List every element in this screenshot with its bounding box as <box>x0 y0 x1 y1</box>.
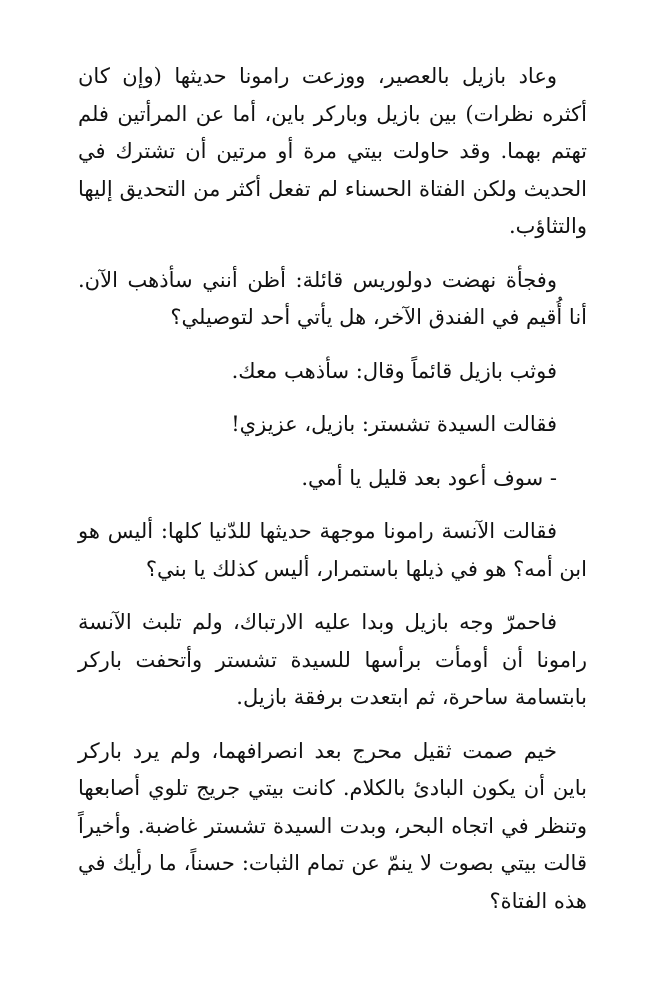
paragraph-6: فقالت الآنسة رامونا موجهة حديثها للدّنيا كلها: أليس هو ابن أمه؟ هو في ذيلها باستمرار، أليس كذلك يا بني؟ <box>78 519 587 581</box>
paragraph-5: - سوف أعود بعد قليل يا أمي. <box>301 465 557 490</box>
paragraph-8: خيم صمت ثقيل محرج بعد انصرافهما، ولم يرد باركر باين أن يكون البادئ بالكلام. كانت بيتي جريج تلوي أصابعها وتنظر في اتجاه البحر، وبدت السيدة تشستر غاضبة. وأخيراً قالت بيتي بصوت لا ينمّ عن تمام الثبات: حسناً، ما رأيك في هذه الفتاة؟ <box>78 738 587 913</box>
paragraph-3: فوثب بازيل قائماً وقال: سأذهب معك. <box>231 358 557 383</box>
paragraph-1: وعاد بازيل بالعصير، ووزعت رامونا حديثها (وإن كان أكثره نظرات) بين بازيل وباركر باين، أما عن المرأتين فلم تهتم بهما. وقد حاولت بيتي مرة أو مرتين أن تشترك في الحديث ولكن الفتاة الحسناء لم تفعل أكثر من التحديق إليها والتثاؤب. <box>78 64 587 238</box>
paragraph-4: فقالت السيدة تشستر: بازيل، عزيزي! <box>231 412 557 436</box>
paragraph-7: فاحمرّ وجه بازيل وبدا عليه الارتباك، ولم تلبث الآنسة رامونا أن أومأت برأسها للسيدة تشستر وأتحفت باركر بابتسامة ساحرة، ثم ابتعدت برفقة بازيل. <box>78 610 587 709</box>
page-text <box>78 58 587 936</box>
paragraph-2: وفجأة نهضت دولوريس قائلة: أظن أنني سأذهب الآن. أنا أُقيم في الفندق الآخر، هل يأتي أحد لتوصيلي؟ <box>78 267 587 329</box>
